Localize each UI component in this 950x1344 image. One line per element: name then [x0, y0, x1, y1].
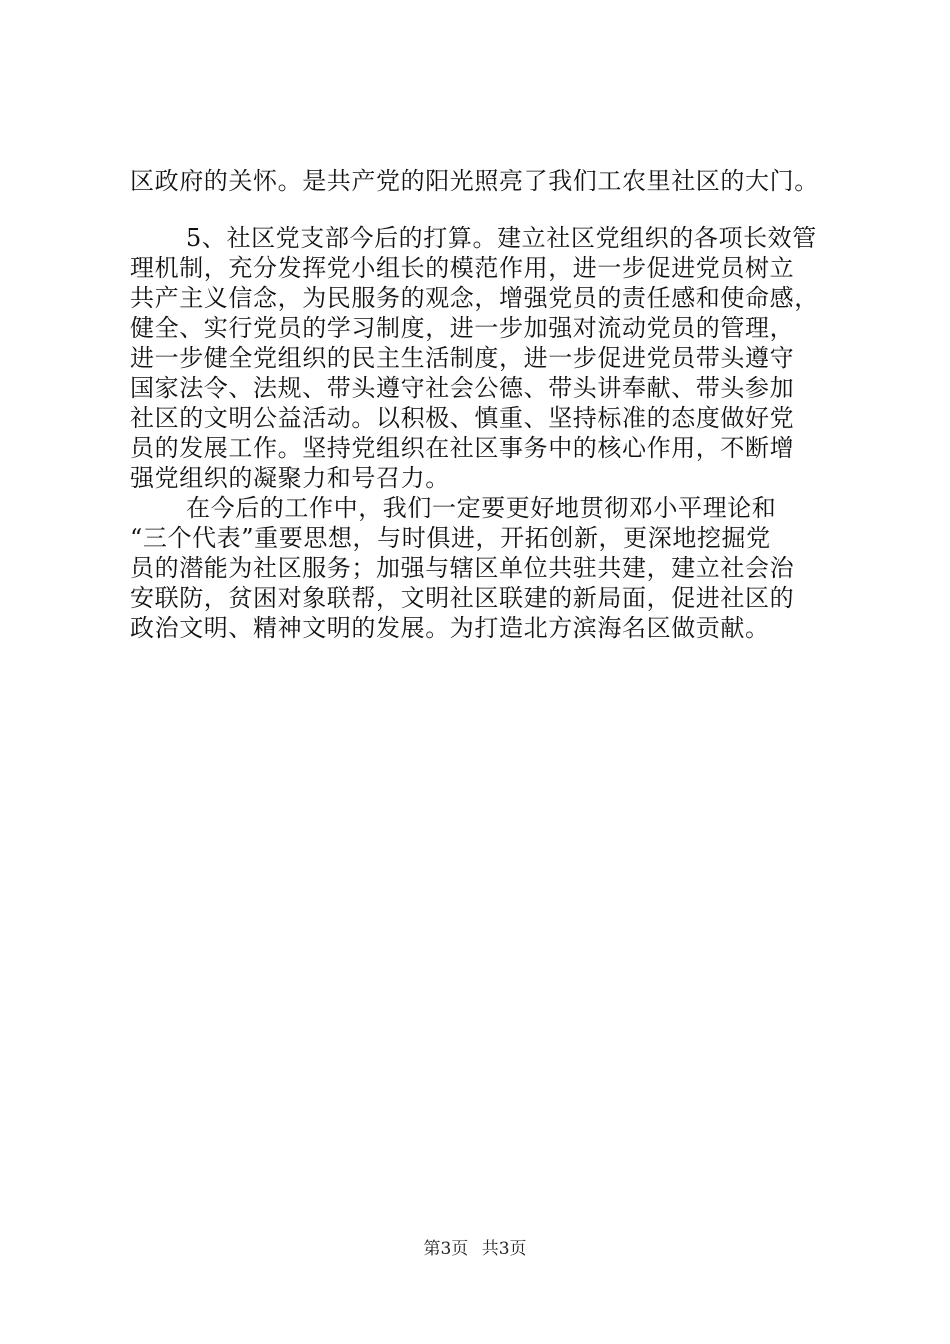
text-line: 国家法令、法规、带头遵守社会公德、带头讲奉献、带头参加: [130, 374, 795, 402]
text-line: 区政府的关怀。是共产党的阳光照亮了我们工农里社区的大门。: [130, 167, 819, 195]
text-line: 政治文明、精神文明的发展。为打造北方滨海名区做贡献。: [130, 614, 770, 642]
text-line: 社区的文明公益活动。以积极、慎重、坚持标准的态度做好党: [130, 404, 795, 432]
text-line: 健全、实行党员的学习制度，进一步加强对流动党员的管理，: [130, 314, 795, 342]
text-line: 5、社区党支部今后的打算。建立社区党组织的各项长效管: [186, 224, 817, 252]
text-line: 强党组织的凝聚力和号召力。: [130, 464, 450, 492]
text-line: 员的潜能为社区服务；加强与辖区单位共驻共建，建立社会治: [130, 554, 795, 582]
text-line: 进一步健全党组织的民主生活制度，进一步促进党员带头遵守: [130, 344, 795, 372]
text-line: 员的发展工作。坚持党组织在社区事务中的核心作用，不断增: [130, 434, 795, 462]
page-number-current: 第3页: [423, 1239, 469, 1259]
document-body: [130, 166, 860, 643]
text-line: 在今后的工作中，我们一定要更好地贯彻邓小平理论和: [186, 494, 777, 522]
paragraph-gap: [130, 196, 860, 223]
text-line: 安联防，贫困对象联帮，文明社区联建的新局面，促进社区的: [130, 584, 795, 612]
text-line: 理机制，充分发挥党小组长的模范作用，进一步促进党员树立: [130, 254, 795, 282]
text-line: “三个代表”重要思想，与时俱进，开拓创新，更深地挖掘党: [130, 524, 771, 552]
page-footer: [0, 1238, 950, 1260]
text-line: 共产主义信念，为民服务的观念，增强党员的责任感和使命感，: [130, 284, 819, 312]
page-number-total: 共3页: [481, 1239, 527, 1259]
